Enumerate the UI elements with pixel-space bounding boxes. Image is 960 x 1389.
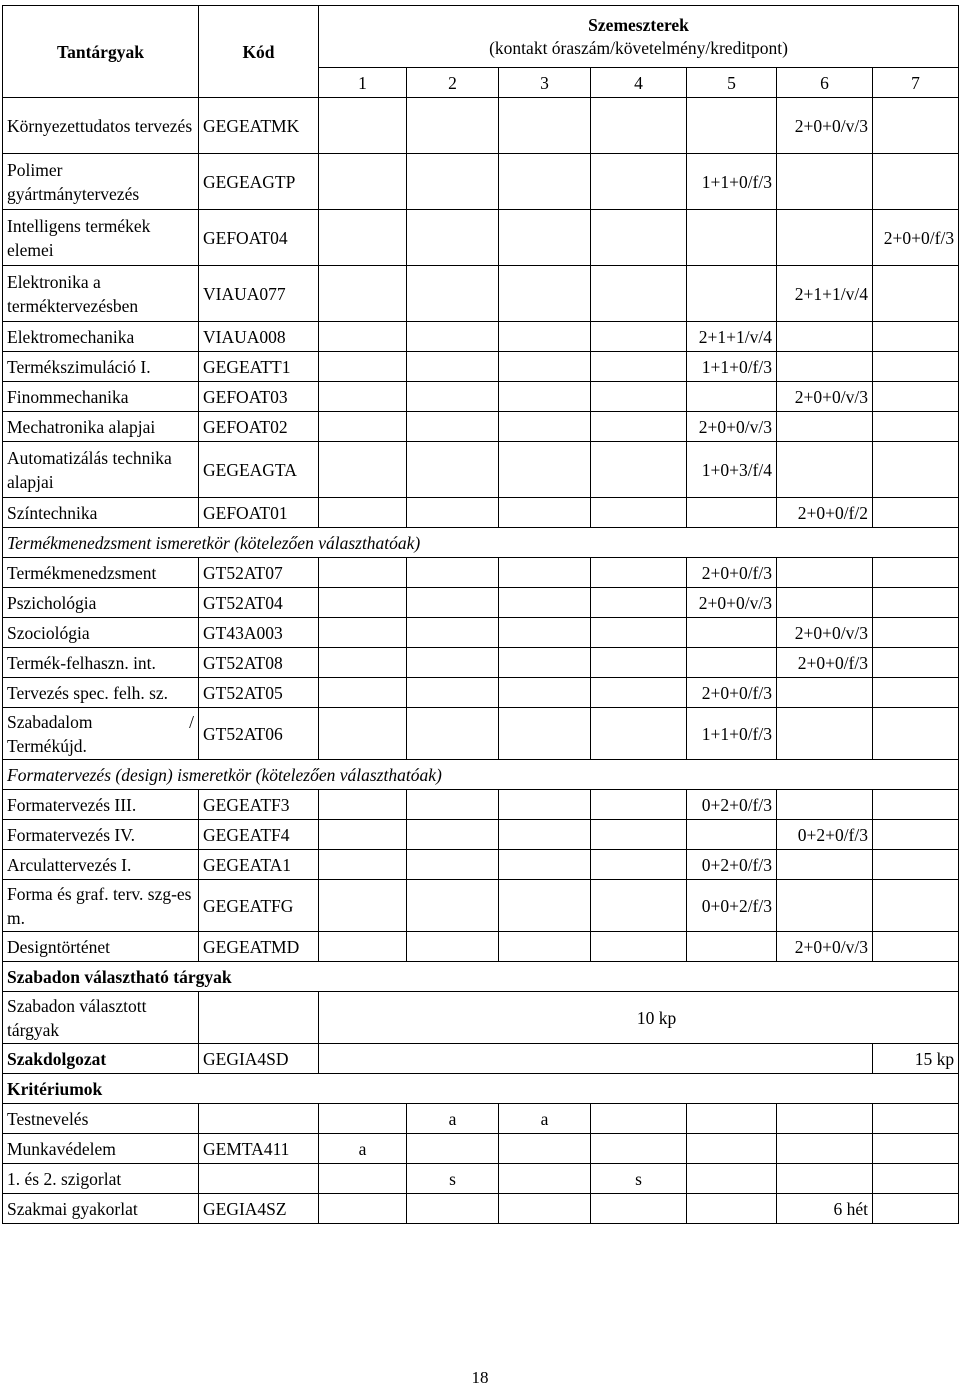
credit-value: 10 kp <box>319 992 959 1044</box>
semester-cell <box>407 154 499 210</box>
semester-cell <box>873 322 959 352</box>
subject-name: Szakmai gyakorlat <box>3 1194 199 1224</box>
semester-cell <box>591 880 687 932</box>
table-row <box>3 932 959 962</box>
semester-cell <box>319 678 407 708</box>
semester-cell <box>319 588 407 618</box>
subject-name-part: Szabadalom <box>7 711 93 732</box>
semester-cell <box>407 210 499 266</box>
semester-cell: a <box>499 1104 591 1134</box>
semester-cell <box>591 498 687 528</box>
semester-cell <box>687 1194 777 1224</box>
semester-cell <box>777 412 873 442</box>
semester-cell: 2+0+0/f/2 <box>777 498 873 528</box>
semester-cell: 2+0+0/f/3 <box>687 678 777 708</box>
table-row <box>3 98 959 154</box>
semesters-subtitle: (kontakt óraszám/követelmény/kreditpont) <box>489 37 788 58</box>
semester-cell: 1+1+0/f/3 <box>687 708 777 760</box>
semester-cell: 0+2+0/f/3 <box>687 790 777 820</box>
table-row <box>3 820 959 850</box>
table-row <box>3 1164 959 1194</box>
subject-code: GT43A003 <box>199 618 319 648</box>
table-row <box>3 154 959 210</box>
semester-cell <box>499 790 591 820</box>
semester-cell <box>873 708 959 760</box>
section-header-row <box>3 528 959 558</box>
semester-number: 1 <box>319 68 407 98</box>
subject-name: Elektronika a terméktervezésben <box>3 266 199 322</box>
semester-cell: 2+0+0/v/3 <box>777 618 873 648</box>
semester-cell <box>407 708 499 760</box>
semester-cell <box>873 1104 959 1134</box>
criteria-rows <box>3 1104 959 1224</box>
table-row <box>3 322 959 352</box>
table-row <box>3 442 959 498</box>
semester-cell <box>873 932 959 962</box>
table-row <box>3 648 959 678</box>
table-row <box>3 1044 959 1074</box>
subject-code: GEFOAT04 <box>199 210 319 266</box>
semester-cell: 2+0+0/f/3 <box>873 210 959 266</box>
subject-name: Forma és graf. terv. szg-es m. <box>3 880 199 932</box>
table-row <box>3 678 959 708</box>
semester-cell <box>319 558 407 588</box>
semester-cell <box>499 850 591 880</box>
subject-name <box>3 708 199 760</box>
semester-cell <box>591 678 687 708</box>
semester-cell <box>591 558 687 588</box>
semester-cell <box>873 678 959 708</box>
semester-cell <box>407 1194 499 1224</box>
semester-cell <box>319 1104 407 1134</box>
semester-cell <box>873 1194 959 1224</box>
semester-cell <box>591 850 687 880</box>
semester-cell: 2+0+0/f/3 <box>687 558 777 588</box>
subject-name: Testnevelés <box>3 1104 199 1134</box>
semester-cell <box>777 880 873 932</box>
semester-cell <box>319 1194 407 1224</box>
semester-cell: 0+0+2/f/3 <box>687 880 777 932</box>
semester-cell <box>777 1104 873 1134</box>
subject-code: GEGIA4SZ <box>199 1194 319 1224</box>
subject-name: Mechatronika alapjai <box>3 412 199 442</box>
semester-cell <box>407 820 499 850</box>
semester-cell <box>873 618 959 648</box>
semester-cell <box>319 932 407 962</box>
semester-cell <box>499 708 591 760</box>
semester-cell <box>687 98 777 154</box>
subject-code: GT52AT05 <box>199 678 319 708</box>
semester-cell <box>407 618 499 648</box>
semester-cell <box>687 618 777 648</box>
semester-cell <box>407 412 499 442</box>
semester-cell <box>499 210 591 266</box>
subject-code: GEFOAT02 <box>199 412 319 442</box>
semester-cell <box>499 442 591 498</box>
semester-number: 3 <box>499 68 591 98</box>
table-row <box>3 708 959 760</box>
semester-cell <box>873 498 959 528</box>
semester-cell: 2+1+1/v/4 <box>777 266 873 322</box>
subject-name: Termék-felhaszn. int. <box>3 648 199 678</box>
curriculum-table <box>2 5 959 1224</box>
semester-cell: 2+1+1/v/4 <box>687 322 777 352</box>
semester-cell <box>319 98 407 154</box>
semester-cell <box>591 352 687 382</box>
semester-cell <box>591 790 687 820</box>
semester-cell <box>777 352 873 382</box>
semester-cell <box>319 412 407 442</box>
semester-cell <box>499 678 591 708</box>
subject-name: Arculattervezés I. <box>3 850 199 880</box>
subject-code: GEGIA4SD <box>199 1044 319 1074</box>
semester-cell <box>591 154 687 210</box>
page-number: 18 <box>471 1368 489 1387</box>
subject-name: Tervezés spec. felh. sz. <box>3 678 199 708</box>
semester-cell <box>591 1104 687 1134</box>
semester-cell: 1+1+0/f/3 <box>687 154 777 210</box>
semester-cell <box>591 98 687 154</box>
table-row <box>3 412 959 442</box>
semester-cell <box>873 412 959 442</box>
semester-cell <box>319 382 407 412</box>
header-subjects: Tantárgyak <box>3 6 199 98</box>
table-row <box>3 498 959 528</box>
semester-cell <box>319 850 407 880</box>
table-row <box>3 880 959 932</box>
semester-cell <box>777 558 873 588</box>
semester-cell <box>687 382 777 412</box>
semester-cell <box>687 498 777 528</box>
subject-code: GEFOAT03 <box>199 382 319 412</box>
subject-name: Polimer gyártmánytervezés <box>3 154 199 210</box>
header-row <box>3 6 959 68</box>
main-rows <box>3 98 959 528</box>
section-title: Formatervezés (design) ismeretkör (kötelezően választhatóak) <box>3 760 959 790</box>
subject-code <box>199 1164 319 1194</box>
semester-cell <box>873 352 959 382</box>
semester-cell <box>687 1104 777 1134</box>
semester-cell <box>591 322 687 352</box>
semester-cell: 1+0+3/f/4 <box>687 442 777 498</box>
table-row <box>3 382 959 412</box>
semester-cell <box>777 678 873 708</box>
semester-cell <box>407 790 499 820</box>
semester-cell <box>873 98 959 154</box>
subject-name: Termékmenedzsment <box>3 558 199 588</box>
semester-cell <box>499 648 591 678</box>
semester-cell <box>591 210 687 266</box>
table-row <box>3 992 959 1044</box>
section-title: Termékmenedzsment ismeretkör (kötelezően választhatóak) <box>3 528 959 558</box>
subject-code: GT52AT06 <box>199 708 319 760</box>
semester-cell <box>777 588 873 618</box>
semester-cell <box>499 932 591 962</box>
semester-cell <box>687 1164 777 1194</box>
subject-name: Designtörténet <box>3 932 199 962</box>
subject-code <box>199 992 319 1044</box>
table-row <box>3 210 959 266</box>
subject-code: GEGEATF3 <box>199 790 319 820</box>
subject-code: GEGEATFG <box>199 880 319 932</box>
semester-cell <box>319 708 407 760</box>
semester-cell <box>499 1194 591 1224</box>
semester-cell <box>499 588 591 618</box>
subject-name: Pszichológia <box>3 588 199 618</box>
semester-cell <box>499 98 591 154</box>
semester-cell <box>687 266 777 322</box>
semester-cell: 1+1+0/f/3 <box>687 352 777 382</box>
semester-cell <box>319 266 407 322</box>
semester-cell <box>319 790 407 820</box>
section-title: Szabadon választható tárgyak <box>3 962 959 992</box>
semester-cell <box>591 618 687 648</box>
subject-name: Szakdolgozat <box>3 1044 199 1074</box>
semester-cell: 2+0+0/v/3 <box>777 382 873 412</box>
semester-cell <box>777 442 873 498</box>
semester-cell <box>687 932 777 962</box>
semester-cell <box>319 352 407 382</box>
semester-cell <box>591 382 687 412</box>
subject-code: GEGEATA1 <box>199 850 319 880</box>
subject-code: GEGEAGTP <box>199 154 319 210</box>
semesters-title: Szemeszterek <box>588 14 689 35</box>
subject-name-separator: / <box>189 711 194 732</box>
semester-cell <box>687 210 777 266</box>
semester-cell <box>499 266 591 322</box>
semester-cell <box>407 932 499 962</box>
semester-cell <box>407 1134 499 1164</box>
semester-cell: 0+2+0/f/3 <box>777 820 873 850</box>
semester-cell <box>499 322 591 352</box>
semester-cell <box>777 154 873 210</box>
semester-cell <box>319 210 407 266</box>
semester-cell <box>873 442 959 498</box>
subject-code: GEGEATT1 <box>199 352 319 382</box>
subject-code: GEGEATMK <box>199 98 319 154</box>
semester-cell <box>499 382 591 412</box>
subject-code: GEFOAT01 <box>199 498 319 528</box>
section-header-row <box>3 760 959 790</box>
semester-cell <box>873 1164 959 1194</box>
semester-cell: s <box>591 1164 687 1194</box>
subject-name: Elektromechanika <box>3 322 199 352</box>
semester-cell <box>777 322 873 352</box>
subject-code: GT52AT08 <box>199 648 319 678</box>
semester-cell: 2+0+0/v/3 <box>687 588 777 618</box>
semester-cell <box>319 498 407 528</box>
semester-cell <box>407 266 499 322</box>
semester-cell <box>873 648 959 678</box>
product-management-rows <box>3 558 959 760</box>
semester-cell <box>591 1194 687 1224</box>
semester-cell <box>873 850 959 880</box>
semester-cell <box>873 790 959 820</box>
section-header-row <box>3 1074 959 1104</box>
semester-cell <box>873 880 959 932</box>
semester-cell <box>499 880 591 932</box>
table-row <box>3 266 959 322</box>
subject-name-part: Termékújd. <box>7 735 87 756</box>
semester-cell <box>407 98 499 154</box>
subject-name: Munkavédelem <box>3 1134 199 1164</box>
semester-cell <box>499 352 591 382</box>
semester-cell <box>407 382 499 412</box>
semester-cell: s <box>407 1164 499 1194</box>
table-row <box>3 588 959 618</box>
semester-cell <box>873 382 959 412</box>
semester-cell <box>873 558 959 588</box>
semester-cell: 2+0+0/v/3 <box>777 98 873 154</box>
semester-cell <box>499 154 591 210</box>
semester-cell <box>591 1134 687 1164</box>
semester-cell <box>777 1164 873 1194</box>
subject-name: Formatervezés III. <box>3 790 199 820</box>
semester-number: 5 <box>687 68 777 98</box>
semester-cell <box>591 708 687 760</box>
semester-cell <box>687 648 777 678</box>
semester-cell <box>407 442 499 498</box>
semester-cell <box>777 1134 873 1164</box>
semester-cell <box>591 648 687 678</box>
table-row <box>3 1104 959 1134</box>
semester-cell <box>591 412 687 442</box>
semester-cell <box>407 678 499 708</box>
subject-name: 1. és 2. szigorlat <box>3 1164 199 1194</box>
header-semesters <box>319 6 959 68</box>
subject-name: Finommechanika <box>3 382 199 412</box>
empty-cell <box>319 1044 873 1074</box>
semester-cell <box>499 1164 591 1194</box>
subject-name: Környezettudatos tervezés <box>3 98 199 154</box>
semester-cell: 0+2+0/f/3 <box>687 850 777 880</box>
semester-cell <box>873 588 959 618</box>
table-row <box>3 558 959 588</box>
semester-cell <box>499 618 591 648</box>
header-code: Kód <box>199 6 319 98</box>
semester-cell <box>407 322 499 352</box>
table-row <box>3 1134 959 1164</box>
semester-cell <box>591 266 687 322</box>
semester-cell <box>407 498 499 528</box>
design-rows <box>3 790 959 962</box>
subject-name: Termékszimuláció I. <box>3 352 199 382</box>
semester-cell <box>873 266 959 322</box>
semester-cell <box>499 1134 591 1164</box>
subject-code: VIAUA008 <box>199 322 319 352</box>
semester-cell: a <box>319 1134 407 1164</box>
semester-cell: 2+0+0/v/3 <box>687 412 777 442</box>
semester-cell <box>407 352 499 382</box>
semester-cell: 6 hét <box>777 1194 873 1224</box>
semester-cell <box>319 820 407 850</box>
semester-cell <box>687 820 777 850</box>
subject-code: GEGEATF4 <box>199 820 319 850</box>
semester-cell <box>407 880 499 932</box>
semester-number: 2 <box>407 68 499 98</box>
semester-cell <box>873 1134 959 1164</box>
semester-cell: 2+0+0/f/3 <box>777 648 873 678</box>
subject-name: Intelligens termékek elemei <box>3 210 199 266</box>
subject-name: Formatervezés IV. <box>3 820 199 850</box>
semester-cell <box>499 820 591 850</box>
semester-cell <box>407 588 499 618</box>
semester-cell <box>407 648 499 678</box>
credit-value: 15 kp <box>873 1044 959 1074</box>
semester-cell <box>591 932 687 962</box>
table-row <box>3 352 959 382</box>
subject-code: GT52AT07 <box>199 558 319 588</box>
semester-number: 4 <box>591 68 687 98</box>
semester-cell <box>319 154 407 210</box>
semester-cell <box>499 558 591 588</box>
subject-code: GEMTA411 <box>199 1134 319 1164</box>
subject-name: Szabadon választott tárgyak <box>3 992 199 1044</box>
table-row <box>3 850 959 880</box>
subject-code: GEGEATMD <box>199 932 319 962</box>
semester-cell <box>319 442 407 498</box>
semester-number: 7 <box>873 68 959 98</box>
semester-number: 6 <box>777 68 873 98</box>
subject-code: GT52AT04 <box>199 588 319 618</box>
subject-name: Szociológia <box>3 618 199 648</box>
section-header-row <box>3 962 959 992</box>
semester-cell <box>591 442 687 498</box>
semester-cell <box>319 618 407 648</box>
table-row <box>3 790 959 820</box>
subject-code: GEGEAGTA <box>199 442 319 498</box>
semester-cell <box>319 1164 407 1194</box>
semester-cell <box>319 880 407 932</box>
semester-cell: 2+0+0/v/3 <box>777 932 873 962</box>
section-title: Kritériumok <box>3 1074 959 1104</box>
semester-cell <box>777 210 873 266</box>
semester-cell <box>591 820 687 850</box>
subject-name: Színtechnika <box>3 498 199 528</box>
table-row <box>3 618 959 648</box>
subject-code: VIAUA077 <box>199 266 319 322</box>
subject-name: Automatizálás technika alapjai <box>3 442 199 498</box>
semester-cell <box>687 1134 777 1164</box>
semester-cell <box>873 820 959 850</box>
semester-cell <box>319 648 407 678</box>
semester-cell <box>319 322 407 352</box>
semester-cell: a <box>407 1104 499 1134</box>
semester-cell <box>499 498 591 528</box>
semester-cell <box>777 790 873 820</box>
semester-cell <box>407 850 499 880</box>
semester-cell <box>591 588 687 618</box>
subject-code <box>199 1104 319 1134</box>
semester-cell <box>873 154 959 210</box>
semester-cell <box>407 558 499 588</box>
semester-cell <box>777 708 873 760</box>
semester-cell <box>499 412 591 442</box>
table-row <box>3 1194 959 1224</box>
semester-cell <box>777 850 873 880</box>
